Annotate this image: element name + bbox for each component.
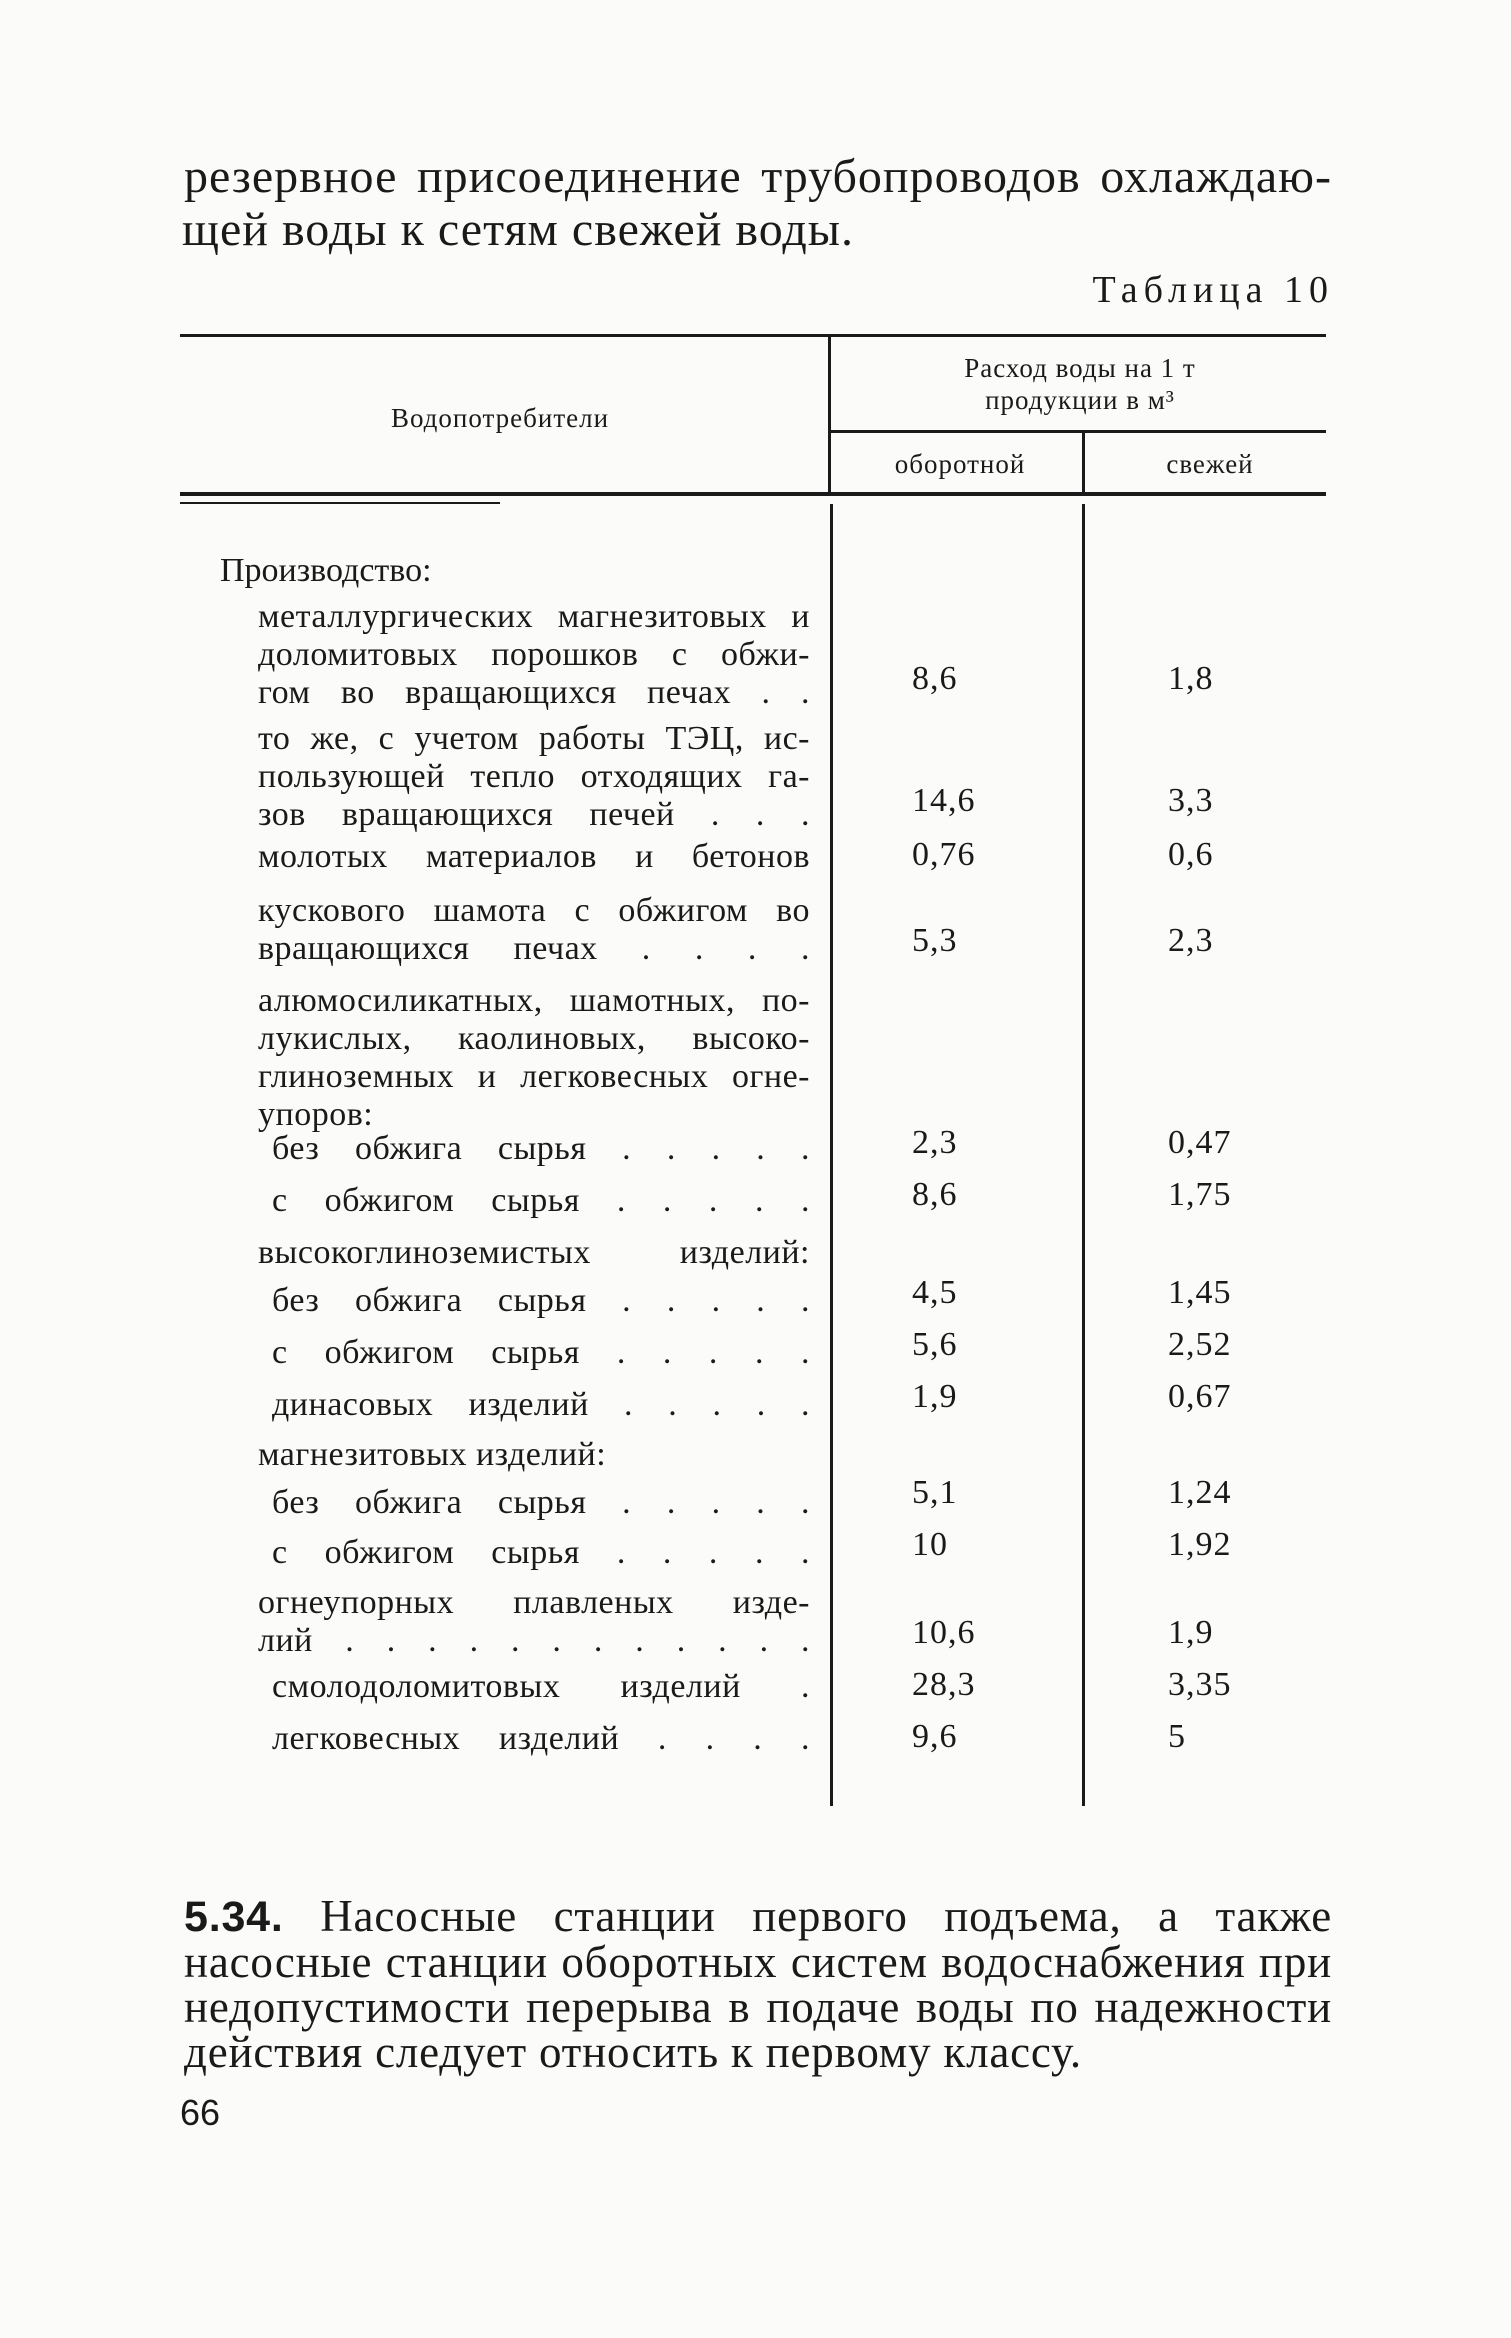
row-label: без обжига сырья . . . . . [272, 1484, 810, 1521]
value-fresh: 1,8 [1168, 660, 1214, 697]
header-recycled: оборотной [894, 449, 1026, 479]
row-label: огнеупорных плавленых изде- лий . . . . . . . . . . . . [258, 1584, 810, 1659]
value-fresh: 1,24 [1168, 1474, 1232, 1511]
row-label: без обжига сырья . . . . . [272, 1282, 810, 1319]
row-label: то же, с учетом работы ТЭЦ, ис- пользующей тепло отходящих га- зов вращающихся печей . . . [258, 720, 810, 833]
header-water-usage-line2: продукции в м³ [985, 385, 1175, 415]
page-number: 66 [180, 2092, 221, 2133]
header-bottom-rule [180, 492, 1326, 496]
header-sub-rule [830, 430, 1326, 433]
value-recycled: 14,6 [912, 782, 976, 819]
value-fresh: 1,9 [1168, 1614, 1214, 1651]
header-water-usage-line1: Расход воды на 1 т [964, 353, 1196, 383]
value-fresh: 3,35 [1168, 1666, 1232, 1703]
row-label: кускового шамота с обжигом во вращающихся печах . . . . [258, 892, 810, 967]
value-fresh: 1,75 [1168, 1176, 1232, 1213]
header-consumers: Водопотребители [390, 403, 610, 433]
value-fresh: 0,67 [1168, 1378, 1232, 1415]
intro-line-1: резервное присоединение трубопроводов охлаждаю- [184, 150, 1332, 203]
value-recycled: 4,5 [912, 1274, 958, 1311]
value-recycled: 0,76 [912, 836, 976, 873]
value-recycled: 5,6 [912, 1326, 958, 1363]
header-bottom-rule-2 [180, 502, 500, 504]
table-top-rule [180, 334, 1326, 337]
intro-text [184, 150, 1332, 256]
value-fresh: 1,45 [1168, 1274, 1232, 1311]
section-label: Производство: [220, 552, 432, 589]
value-recycled: 5,1 [912, 1474, 958, 1511]
value-recycled: 2,3 [912, 1124, 958, 1161]
row-label: магнезитовых изделий: [258, 1436, 607, 1473]
row-label: с обжигом сырья . . . . . [272, 1334, 810, 1371]
value-recycled: 28,3 [912, 1666, 976, 1703]
value-recycled: 10 [912, 1526, 948, 1563]
value-recycled: 8,6 [912, 660, 958, 697]
header-sub-divider [1082, 432, 1085, 492]
value-recycled: 10,6 [912, 1614, 976, 1651]
value-fresh: 0,47 [1168, 1124, 1232, 1161]
value-recycled: 1,9 [912, 1378, 958, 1415]
value-recycled: 9,6 [912, 1718, 958, 1755]
row-label: с обжигом сырья . . . . . [272, 1182, 810, 1219]
header-water-usage [880, 352, 1280, 416]
body-col-divider-2 [1082, 504, 1085, 1806]
value-recycled: 8,6 [912, 1176, 958, 1213]
value-fresh: 2,3 [1168, 922, 1214, 959]
value-recycled: 5,3 [912, 922, 958, 959]
value-fresh: 2,52 [1168, 1326, 1232, 1363]
intro-line-2: щей воды к сетям свежей воды. [182, 203, 855, 256]
paragraph-text: Насосные станции первого подъема, а также насосные станции оборотных систем водоснабжения при недопустимости перерыва в подаче воды по надежности действия следует относить к первому классу. [184, 1891, 1332, 2077]
row-label: без обжига сырья . . . . . [272, 1130, 810, 1167]
row-label: динасовых изделий . . . . . [272, 1386, 810, 1423]
paragraph-5-34 [184, 1891, 1332, 2077]
row-label: легковесных изделий . . . . [272, 1720, 810, 1757]
paragraph-number: 5.34. [184, 1893, 284, 1941]
value-fresh: 1,92 [1168, 1526, 1232, 1563]
row-label: алюмосиликатных, шамотных, по- лукислых, каолиновых, высоко- глиноземных и легковесных огне- упоров: [258, 982, 810, 1133]
table-caption: Таблица 10 [1092, 269, 1334, 311]
header-col-divider [828, 334, 831, 494]
header-fresh: свежей [1166, 449, 1254, 479]
row-label: высокоглиноземистых изделий: [258, 1234, 810, 1271]
row-label: с обжигом сырья . . . . . [272, 1534, 810, 1571]
body-col-divider-1 [830, 504, 833, 1806]
row-label: смолодоломитовых изделий . [272, 1668, 810, 1705]
row-label: молотых материалов и бетонов [258, 838, 810, 875]
value-fresh: 0,6 [1168, 836, 1214, 873]
value-fresh: 3,3 [1168, 782, 1214, 819]
row-label: металлургических магнезитовых и доломитовых порошков с обжи- гом во вращающихся печах . . [258, 598, 810, 711]
value-fresh: 5 [1168, 1718, 1186, 1755]
